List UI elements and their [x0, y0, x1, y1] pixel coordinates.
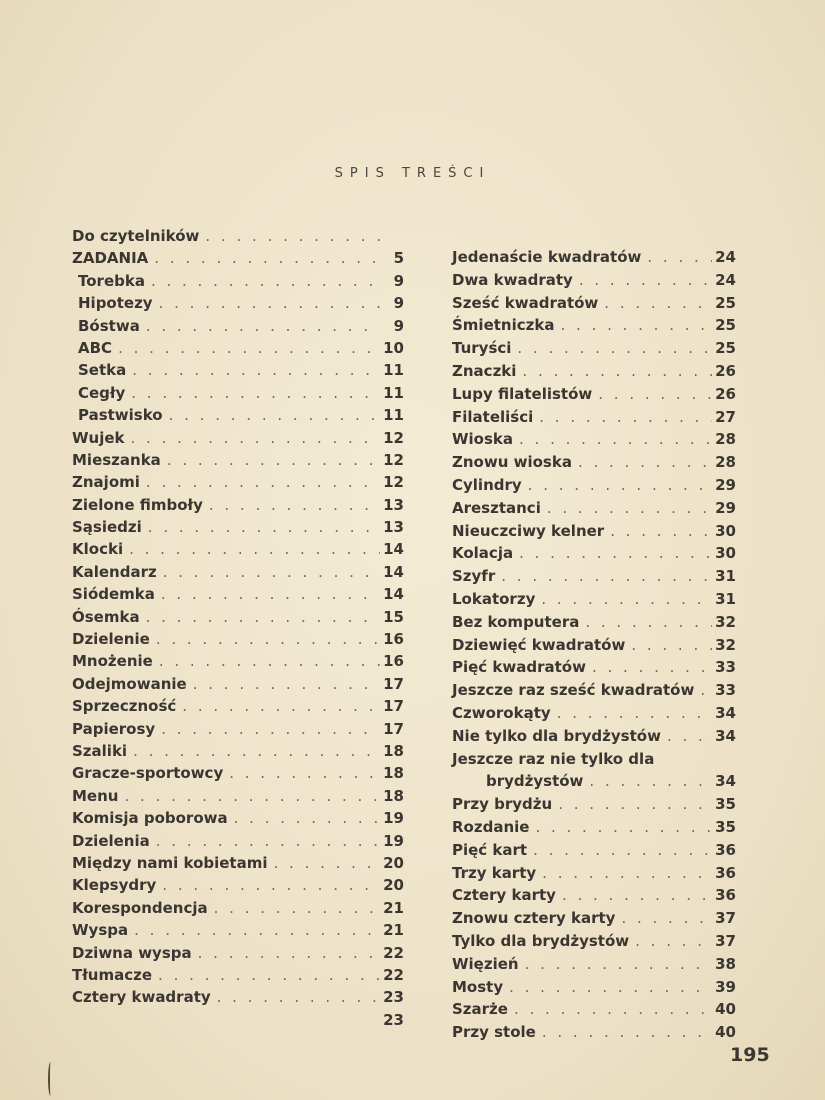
leader-dots [157, 563, 380, 581]
toc-entry-title: Odejmowanie [72, 674, 187, 693]
toc-entry-title: Lokatorzy [452, 589, 536, 608]
toc-entry-title: ABC [78, 338, 113, 357]
toc-entry-title: Jedenaście kwadratów [452, 248, 642, 266]
toc-entry-page: 21 [383, 898, 404, 917]
toc-entry [72, 361, 404, 383]
toc-entry-page: 12 [383, 473, 404, 492]
toc-entry [72, 720, 404, 742]
toc-entry-page: 22 [383, 965, 404, 984]
toc-entry-page: 16 [383, 630, 404, 649]
toc-entry-title: Nie tylko dla brydżystów [452, 726, 661, 745]
toc-entry-page: 33 [715, 681, 736, 700]
toc-entry [452, 476, 736, 499]
toc-entry [72, 518, 404, 540]
leader-dots [223, 764, 380, 782]
leader-dots [187, 675, 380, 693]
toc-entry-page: 24 [715, 270, 736, 289]
toc-entry [72, 876, 404, 898]
leader-dots [508, 1000, 712, 1018]
toc-entry-page: 14 [383, 562, 404, 581]
leader-dots [551, 704, 712, 722]
toc-entry [72, 1011, 404, 1033]
toc-entry [452, 408, 736, 431]
toc-entry-page: 19 [383, 809, 404, 828]
toc-entry [452, 271, 736, 294]
page-title: SPIS TREŚCI [334, 166, 491, 181]
toc-entry-page: 11 [383, 383, 404, 402]
toc-entry-title: Setka [78, 361, 127, 380]
toc-entry-page: 36 [715, 840, 736, 859]
leader-dots [203, 496, 380, 514]
toc-entry-title: Korespondencja [72, 898, 208, 917]
toc-entry-title: Dziewięć kwadratów [452, 635, 626, 654]
toc-entry-title: Ósemka [72, 607, 140, 626]
toc-entry-title: Szarże [452, 1000, 508, 1019]
toc-entry-page: 13 [383, 495, 404, 514]
toc-entry [72, 317, 404, 339]
toc-entry-title: Torebka [78, 271, 145, 290]
margin-mark [48, 1062, 53, 1096]
toc-entry-title: Kalendarz [72, 562, 157, 581]
toc-entry-title: Papierosy [72, 719, 156, 738]
toc-entry-title: Zielone fimboły [72, 495, 203, 514]
toc-entry-page: 34 [715, 703, 736, 722]
toc-entry-title: ZADANIA [72, 249, 149, 268]
leader-dots [148, 249, 380, 267]
toc-entry-page: 15 [383, 607, 404, 626]
toc-entry [452, 316, 736, 339]
leader-dots [161, 451, 380, 469]
toc-entry-page: 40 [715, 1023, 736, 1042]
toc-entry-title: Siódemka [72, 585, 155, 604]
toc-entry [452, 385, 736, 408]
leader-dots [125, 429, 380, 447]
leader-dots [268, 854, 381, 872]
toc-entry [72, 742, 404, 764]
toc-entry [452, 567, 736, 590]
toc-entry-page: 21 [383, 921, 404, 940]
toc-entry-page: 33 [715, 658, 736, 677]
toc-entry-title: Gracze-sportowcy [72, 764, 224, 783]
leader-dots [604, 522, 712, 540]
leader-dots [152, 966, 380, 984]
toc-entry-title: Pięć kart [452, 840, 528, 859]
toc-entry [72, 675, 404, 697]
toc-entry [452, 499, 736, 522]
toc-entry [452, 1000, 736, 1023]
leader-dots [536, 864, 712, 882]
toc-entry-title: Sąsiedzi [72, 518, 142, 537]
leader-dots [527, 841, 712, 859]
toc-entry [72, 854, 404, 876]
toc-entry-title: Szyfr [452, 567, 496, 586]
toc-entry [452, 339, 736, 362]
toc-entry [72, 496, 404, 518]
toc-entry-page: 35 [715, 817, 736, 836]
toc-entry [452, 909, 736, 932]
toc-entry-title: Rozdanie [452, 817, 530, 836]
leader-dots [513, 430, 712, 448]
leader-dots [556, 886, 712, 904]
toc-entry-title: Tłumacze [72, 965, 153, 984]
leader-dots [153, 652, 380, 670]
leader-dots [541, 499, 712, 517]
leader-dots [598, 294, 712, 312]
leader-dots [641, 248, 712, 266]
toc-entry-title: Hipotezy [78, 294, 153, 313]
toc-entry [72, 473, 404, 495]
toc-entry-title: brydżystów [486, 772, 584, 791]
toc-entry-page: 32 [715, 635, 736, 654]
toc-entry-page: 11 [383, 406, 404, 425]
toc-entry-title: Trzy karty [452, 863, 537, 882]
toc-right-column [452, 248, 736, 1046]
toc-entry [452, 658, 736, 681]
toc-entry-page: 30 [715, 544, 736, 563]
leader-dots [228, 809, 380, 827]
toc-entry-page: 5 [393, 249, 404, 268]
toc-entry [72, 764, 404, 786]
leader-dots [140, 317, 380, 335]
toc-entry-page: 34 [715, 772, 736, 791]
toc-entry-title: Znowu wioska [452, 453, 572, 472]
toc-entry-page: 18 [383, 741, 404, 760]
toc-entry-title: Dzielenie [72, 630, 150, 649]
toc-entry [452, 590, 736, 613]
toc-entry-title: Bez komputera [452, 612, 580, 631]
toc-entry-title: Jeszcze raz nie tylko dla [452, 749, 655, 768]
leader-dots [519, 955, 712, 973]
toc-entry-title: Czworokąty [452, 703, 551, 722]
toc-entry [72, 585, 404, 607]
toc-entry [72, 429, 404, 451]
toc-entry-title: Komisja poborowa [72, 809, 228, 828]
toc-entry [452, 886, 736, 909]
toc-entry-page: 36 [715, 886, 736, 905]
toc-entry-page: 34 [715, 726, 736, 745]
toc-entry-title: Pięć kwadratów [452, 658, 586, 677]
toc-entry-page: 28 [715, 430, 736, 449]
toc-entry-title: Szaliki [72, 741, 128, 760]
toc-entry-title: Mnożenie [72, 652, 153, 671]
leader-dots [123, 540, 380, 558]
leader-dots [511, 339, 712, 357]
toc-entry-page: 23 [383, 988, 404, 1007]
leader-dots [156, 876, 380, 894]
leader-dots [629, 932, 712, 950]
toc-entry-page: 29 [715, 498, 736, 517]
toc-entry-page: 20 [383, 876, 404, 895]
toc-entry-title: Filateliści [452, 407, 534, 426]
toc-entry-page: 30 [715, 521, 736, 540]
leader-dots [118, 787, 380, 805]
leader-dots [145, 272, 380, 290]
toc-entry-title: Kolacja [452, 544, 514, 563]
leader-dots [522, 476, 712, 494]
leader-dots [176, 697, 380, 715]
toc-entry-title: Śmietniczka [452, 316, 555, 335]
leader-dots [513, 544, 712, 562]
toc-entry [72, 451, 404, 473]
toc-entry [452, 1023, 736, 1046]
toc-entry-page: 25 [715, 293, 736, 312]
toc-entry [452, 772, 736, 795]
toc-entry-title: Mieszanka [72, 450, 161, 469]
toc-entry-page: 12 [383, 450, 404, 469]
toc-entry [452, 978, 736, 1001]
toc-entry-page: 24 [715, 248, 736, 266]
toc-entry-title: Dzielenia [72, 831, 150, 850]
toc-entry-page: 13 [383, 518, 404, 537]
toc-entry [452, 522, 736, 545]
toc-entry [72, 339, 404, 361]
toc-entry-page: 10 [383, 338, 404, 357]
toc-entry-title: Jeszcze raz sześć kwadratów [452, 681, 695, 700]
leader-dots [572, 453, 712, 471]
toc-entry [452, 864, 736, 887]
leader-dots [142, 518, 380, 536]
toc-entry [72, 630, 404, 652]
leader-dots [199, 227, 380, 245]
toc-entry [72, 563, 404, 585]
toc-entry-title: Przy brydżu [452, 795, 553, 814]
toc-entry-page: 29 [715, 475, 736, 494]
leader-dots [535, 590, 712, 608]
toc-entry [452, 544, 736, 567]
toc-entry [72, 697, 404, 719]
toc-entry [72, 899, 404, 921]
leader-dots [573, 271, 712, 289]
toc-entry [72, 249, 404, 271]
toc-entry-title: Mosty [452, 977, 504, 996]
toc-entry-page: 11 [383, 361, 404, 380]
leader-dots [495, 567, 712, 585]
toc-entry-page: 12 [383, 428, 404, 447]
leader-dots [140, 608, 380, 626]
toc-entry-page: 9 [393, 294, 404, 313]
toc-entry-page: 17 [383, 719, 404, 738]
toc-entry-title: Wujek [72, 428, 125, 447]
toc-entry-page: 36 [715, 863, 736, 882]
toc-entry [452, 248, 736, 271]
toc-entry [452, 750, 736, 773]
toc-entry-title: Przy stole [452, 1023, 536, 1042]
toc-entry [452, 613, 736, 636]
toc-entry-title: Turyści [452, 339, 512, 358]
toc-entry-title: Do czytelników [72, 227, 200, 245]
leader-dots [163, 406, 380, 424]
toc-entry [452, 818, 736, 841]
toc-entry-page: 18 [383, 786, 404, 805]
leader-dots [592, 385, 712, 403]
toc-entry-title: Klepsydry [72, 876, 157, 895]
leader-dots [554, 316, 712, 334]
leader-dots [552, 795, 712, 813]
toc-left-column [72, 227, 404, 1033]
toc-entry-title: Lupy filatelistów [452, 384, 593, 403]
leader-dots [583, 772, 712, 790]
toc-entry-title: Bóstwa [78, 316, 140, 335]
leader-dots [208, 899, 380, 917]
leader-dots [211, 988, 380, 1006]
toc-entry-title: Cztery kwadraty [72, 988, 211, 1007]
toc-entry-title: Nieuczciwy kelner [452, 521, 605, 540]
toc-entry [72, 966, 404, 988]
toc-entry [72, 787, 404, 809]
toc-entry-page: 14 [383, 540, 404, 559]
toc-entry-page: 31 [715, 589, 736, 608]
leader-dots [533, 408, 712, 426]
toc-entry [452, 841, 736, 864]
toc-entry-title: Dwa kwadraty [452, 270, 573, 289]
toc-entry-title: Cztery karty [452, 886, 556, 905]
toc-entry [72, 540, 404, 562]
toc-entry-page: 27 [715, 407, 736, 426]
toc-entry [452, 362, 736, 385]
toc-entry-title: Więzień [452, 954, 519, 973]
leader-dots [155, 585, 380, 603]
leader-dots [536, 1023, 712, 1041]
toc-entry-page: 9 [393, 271, 404, 290]
leader-dots [516, 362, 712, 380]
leader-dots [140, 473, 380, 491]
leader-dots [150, 832, 380, 850]
leader-dots [112, 339, 380, 357]
toc-entry-page: 18 [383, 764, 404, 783]
toc-entry [72, 384, 404, 406]
toc-entry [452, 294, 736, 317]
toc-entry [452, 430, 736, 453]
toc-entry-title: Dziwna wyspa [72, 943, 192, 962]
toc-entry-title: Znajomi [72, 473, 140, 492]
toc-entry-title: Tylko dla brydżystów [452, 931, 630, 950]
toc-entry-title: Między nami kobietami [72, 853, 268, 872]
toc-entry [72, 652, 404, 674]
toc-entry [452, 727, 736, 750]
toc-entry-title: Wioska [452, 430, 514, 449]
leader-dots [579, 613, 712, 631]
toc-entry-title: Menu [72, 786, 119, 805]
toc-entry [72, 944, 404, 966]
toc-entry [452, 932, 736, 955]
toc-entry-title: Znaczki [452, 361, 517, 380]
toc-entry-title: Sprzeczność [72, 697, 177, 716]
toc-entry-page: 22 [383, 943, 404, 962]
leader-dots [153, 294, 380, 312]
toc-entry [452, 453, 736, 476]
leader-dots [625, 636, 712, 654]
toc-entry-page: 19 [383, 831, 404, 850]
toc-entry [72, 988, 404, 1010]
toc-entry-page: 37 [715, 931, 736, 950]
toc-entry [72, 921, 404, 943]
leader-dots [192, 944, 380, 962]
toc-entry-page: 37 [715, 909, 736, 928]
toc-entry-page: 32 [715, 612, 736, 631]
toc-entry-page: 26 [715, 384, 736, 403]
toc-entry-title: Aresztanci [452, 498, 541, 517]
toc-entry-page: 31 [715, 567, 736, 586]
toc-entry [72, 272, 404, 294]
toc-entry-title: Cegły [78, 383, 126, 402]
toc-entry-page: 17 [383, 674, 404, 693]
toc-entry-page: 9 [393, 316, 404, 335]
leader-dots [694, 681, 712, 699]
toc-entry [452, 704, 736, 727]
toc-entry-title: Sześć kwadratów [452, 293, 599, 312]
toc-entry [452, 955, 736, 978]
toc-entry-title: Znowu cztery karty [452, 909, 616, 928]
leader-dots [586, 658, 712, 676]
toc-entry-page: 20 [383, 853, 404, 872]
toc-entry [72, 832, 404, 854]
toc-entry-page: 40 [715, 1000, 736, 1019]
leader-dots [126, 361, 380, 379]
leader-dots [128, 921, 380, 939]
leader-dots [615, 909, 712, 927]
toc-entry-title: Klocki [72, 540, 124, 559]
leader-dots [150, 630, 380, 648]
leader-dots [661, 727, 712, 745]
toc-entry-page: 38 [715, 954, 736, 973]
toc-entry-page: 25 [715, 339, 736, 358]
toc-entry [72, 294, 404, 316]
leader-dots [529, 818, 712, 836]
toc-entry [452, 795, 736, 818]
toc-entry-page: 16 [383, 652, 404, 671]
toc-entry-page: 17 [383, 697, 404, 716]
toc-entry [452, 681, 736, 704]
page-number: 195 [730, 1044, 770, 1066]
toc-entry [72, 608, 404, 630]
toc-entry [72, 227, 404, 249]
toc-entry [72, 406, 404, 428]
toc-entry-page: 23 [383, 1010, 404, 1029]
leader-dots [127, 742, 380, 760]
toc-entry-page: 25 [715, 316, 736, 335]
toc-entry-page: 39 [715, 977, 736, 996]
toc-entry [72, 809, 404, 831]
toc-entry-page: 14 [383, 585, 404, 604]
toc-entry-title: Cylindry [452, 475, 522, 494]
leader-dots [155, 720, 380, 738]
toc-entry-page: 35 [715, 795, 736, 814]
toc-entry-page: 26 [715, 361, 736, 380]
toc-entry-page: 28 [715, 453, 736, 472]
toc-entry-title: Wyspa [72, 921, 129, 940]
toc-entry-title: Pastwisko [78, 406, 163, 425]
toc-entry [452, 636, 736, 659]
leader-dots [503, 978, 712, 996]
leader-dots [125, 384, 380, 402]
